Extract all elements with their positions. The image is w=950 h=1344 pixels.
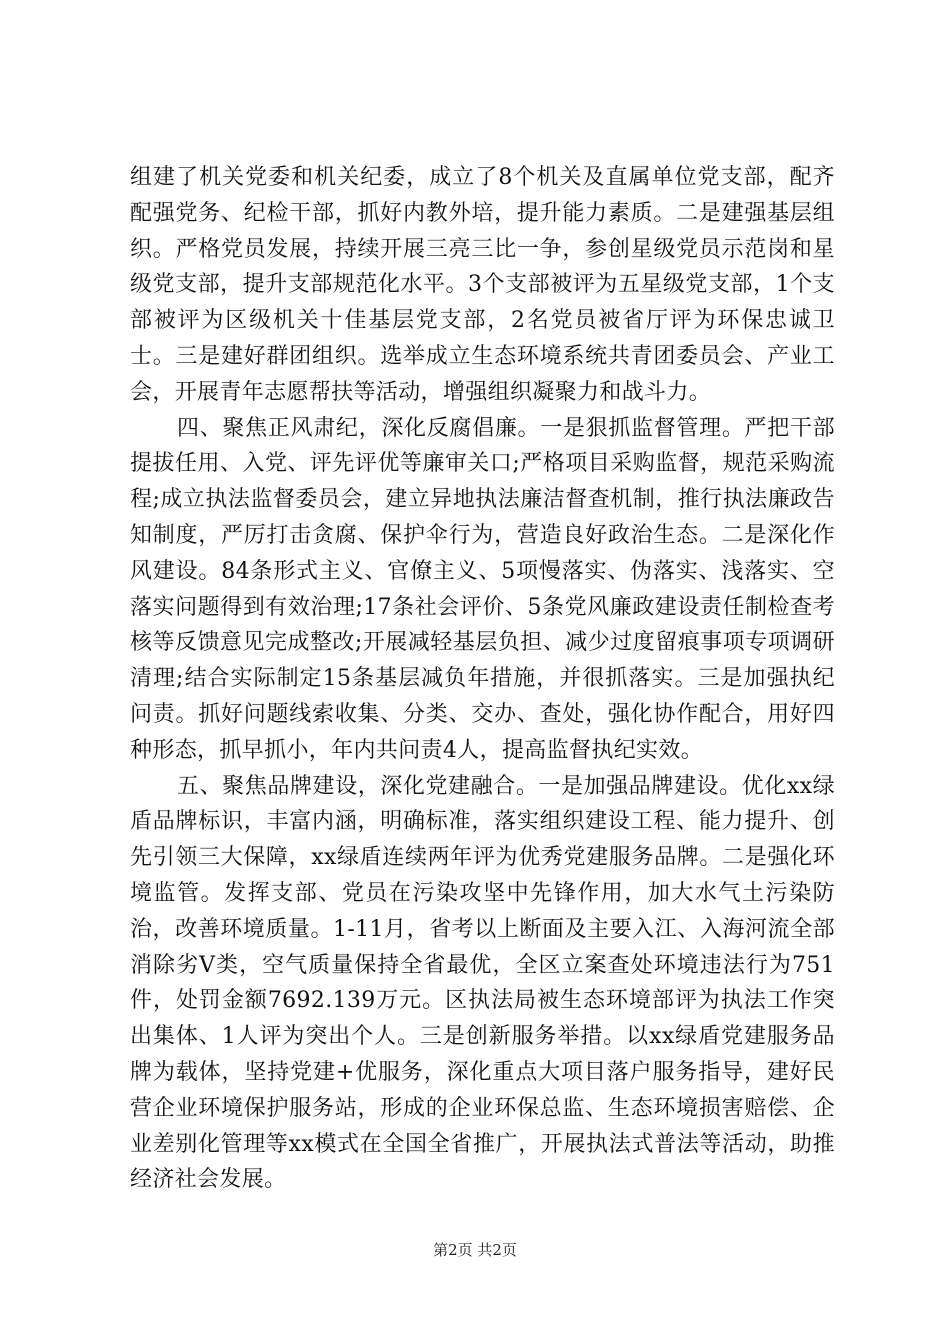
paragraph-section-five: 五、聚焦品牌建设，深化党建融合。一是加强品牌建设。优化xx绿盾品牌标识，丰富内涵，明确标准，落实组织建设工程、能力提升、创先引领三大保障，xx绿盾连续两年评为优秀党建服务品牌。二是强化环境监管。发挥支部、党员在污染攻坚中先锋作用，加大水气土污染防治，改善环境质量。1-11月，省考以上断面及主要入江、入海河流全部消除劣Ⅴ类，空气质量保持全省最优，全区立案查处环境违法行为751件，处罚金额7692.139万元。区执法局被生态环境部评为执法工作突出集体、1人评为突出个人。三是创新服务举措。以xx绿盾党建服务品牌为载体，坚持党建+优服务，深化重点大项目落户服务指导，建好民营企业环境保护服务站，形成的企业环保总监、生态环境损害赔偿、企业差别化管理等xx模式在全国全省推广，开展执法式普法等活动，助推经济社会发展。 <box>130 773 835 1193</box>
paragraph-continuation: 组建了机关党委和机关纪委，成立了8个机关及直属单位党支部，配齐配强党务、纪检干部，抓好内教外培，提升能力素质。二是建强基层组织。严格党员发展，持续开展三亮三比一争，参创星级党员示范岗和星级党支部，提升支部规范化水平。3个支部被评为五星级党支部，1个支部被评为区级机关十佳基层党支部，2名党员被省厅评为环保忠诚卫士。三是建好群团组织。选举成立生态环境系统共青团委员会、产业工会，开展青年志愿帮扶等活动，增强组织凝聚力和战斗力。 <box>130 165 835 405</box>
document-body <box>130 160 835 1198</box>
page-footer: 第2页 共2页 <box>433 1241 517 1259</box>
paragraph-section-four: 四、聚焦正风肃纪，深化反腐倡廉。一是狠抓监督管理。严把干部提拔任用、入党、评先评优等廉审关口;严格项目采购监督，规范采购流程;成立执法监督委员会，建立异地执法廉洁督查机制，推行执法廉政告知制度，严厉打击贪腐、保护伞行为，营造良好政治生态。二是深化作风建设。84条形式主义、官僚主义、5项慢落实、伪落实、浅落实、空落实问题得到有效治理;17条社会评价、5条党风廉政建设责任制检查考核等反馈意见完成整改;开展减轻基层负担、减少过度留痕事项专项调研清理;结合实际制定15条基层减负年措施，并很抓落实。三是加强执纪问责。抓好问题线索收集、分类、交办、查处，强化协作配合，用好四种形态，抓早抓小，年内共问责4人，提高监督执纪实效。 <box>130 415 835 763</box>
